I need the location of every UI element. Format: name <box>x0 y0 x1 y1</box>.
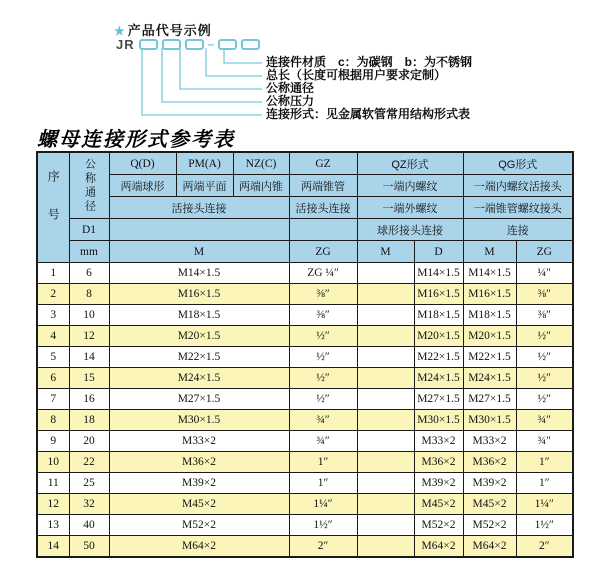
cell-zg: 2″ <box>289 536 357 558</box>
cell-m: M27×1.5 <box>109 389 289 410</box>
cell-m: M22×1.5 <box>109 347 289 368</box>
cell-qg-zg: ¼″ <box>516 263 573 284</box>
cell-no: 10 <box>37 452 69 473</box>
table-title: 螺母连接形式参考表 <box>37 129 235 151</box>
cell-qz-d: M22×1.5 <box>414 347 463 368</box>
cell-qz-m <box>357 473 414 494</box>
cell-dn: 10 <box>69 305 109 326</box>
cell-qz-d: M36×2 <box>414 452 463 473</box>
table-row <box>37 263 573 284</box>
cell-qz-m <box>357 431 414 452</box>
cell-qg-m: M16×1.5 <box>463 284 516 305</box>
header-qz-d: D <box>414 241 463 263</box>
cell-qz-d: M18×1.5 <box>414 305 463 326</box>
cell-dn: 50 <box>69 536 109 558</box>
cell-no: 7 <box>37 389 69 410</box>
product-code-example-text: 产品代号示例 <box>127 23 212 38</box>
cell-qz-d: M64×2 <box>414 536 463 558</box>
cell-zg: ½″ <box>289 368 357 389</box>
cell-qg-zg: 1″ <box>516 473 573 494</box>
header-d1: D1 <box>69 219 109 241</box>
cell-dn: 12 <box>69 326 109 347</box>
cell-qz-m <box>357 305 414 326</box>
cell-qz-m <box>357 326 414 347</box>
table-row <box>37 347 573 368</box>
cell-qg-m: M22×1.5 <box>463 347 516 368</box>
header-seq: 序号 <box>37 152 69 263</box>
cell-qz-d: M24×1.5 <box>414 368 463 389</box>
header-code-qg: QG形式 <box>463 152 573 175</box>
cell-zg: ZG ¼″ <box>289 263 357 284</box>
cell-m: M45×2 <box>109 494 289 515</box>
cell-zg: ⅜″ <box>289 305 357 326</box>
cell-qz-d: M39×2 <box>414 473 463 494</box>
nut-connection-table <box>36 151 574 558</box>
table-row <box>37 536 573 558</box>
table-row <box>37 431 573 452</box>
cell-zg: 1″ <box>289 473 357 494</box>
cell-zg: ¾″ <box>289 431 357 452</box>
table-body <box>37 263 573 558</box>
cell-zg: 1½″ <box>289 515 357 536</box>
cell-qg-zg: ⅜″ <box>516 305 573 326</box>
header-code-pm: PM(A) <box>176 152 233 175</box>
cell-zg: ¾″ <box>289 410 357 431</box>
cell-qg-zg: ½″ <box>516 368 573 389</box>
header-code-nz: NZ(C) <box>233 152 289 175</box>
cell-dn: 15 <box>69 368 109 389</box>
header-qz-m: M <box>357 241 414 263</box>
cell-dn: 6 <box>69 263 109 284</box>
cell-dn: 14 <box>69 347 109 368</box>
product-code-row <box>116 38 264 50</box>
table-row <box>37 284 573 305</box>
cell-qg-m: M18×1.5 <box>463 305 516 326</box>
header-qg-row1: 一端内螺纹活接头 <box>463 175 573 197</box>
cell-no: 9 <box>37 431 69 452</box>
cell-qz-d: M16×1.5 <box>414 284 463 305</box>
cell-qz-d: M30×1.5 <box>414 410 463 431</box>
cell-qg-m: M24×1.5 <box>463 368 516 389</box>
cell-qg-m: M45×2 <box>463 494 516 515</box>
cell-qz-m <box>357 263 414 284</box>
cell-zg: 1″ <box>289 452 357 473</box>
cell-no: 5 <box>37 347 69 368</box>
cell-no: 11 <box>37 473 69 494</box>
cell-zg: ½″ <box>289 389 357 410</box>
label-nominal-diameter: 公称通径 <box>266 81 315 95</box>
table-row <box>37 473 573 494</box>
cell-no: 2 <box>37 284 69 305</box>
cell-qg-m: M52×2 <box>463 515 516 536</box>
cell-no: 6 <box>37 368 69 389</box>
cell-qg-m: M14×1.5 <box>463 263 516 284</box>
cell-m: M14×1.5 <box>109 263 289 284</box>
cell-qg-zg: ¾″ <box>516 410 573 431</box>
cell-qg-m: M20×1.5 <box>463 326 516 347</box>
code-dash: – <box>207 36 215 51</box>
cell-qg-m: M33×2 <box>463 431 516 452</box>
cell-zg: ½″ <box>289 347 357 368</box>
header-zg-col: ZG <box>289 241 357 263</box>
cell-m: M39×2 <box>109 473 289 494</box>
star-icon: ★ <box>114 24 126 38</box>
code-box-1 <box>139 39 158 50</box>
header-blank-gz <box>289 219 357 241</box>
table-row <box>37 410 573 431</box>
cell-qg-zg: 1¼″ <box>516 494 573 515</box>
cell-qz-m <box>357 494 414 515</box>
cell-qz-d: M27×1.5 <box>414 389 463 410</box>
table-header <box>37 152 573 263</box>
header-union-left: 活接头连接 <box>109 197 289 219</box>
code-box-3 <box>185 39 204 50</box>
header-code-gz: GZ <box>289 152 357 175</box>
header-nz-ends: 两端内锥 <box>233 175 289 197</box>
cell-qg-zg: ⅜″ <box>516 284 573 305</box>
table-row <box>37 389 573 410</box>
cell-qz-d: M14×1.5 <box>414 263 463 284</box>
cell-no: 12 <box>37 494 69 515</box>
cell-qg-zg: 1″ <box>516 452 573 473</box>
label-connector-material: 连接件材质 c：为碳钢 b：为不锈钢 <box>266 55 473 69</box>
header-mm: mm <box>69 241 109 263</box>
cell-no: 14 <box>37 536 69 558</box>
label-nominal-pressure: 公称压力 <box>266 94 315 108</box>
cell-qg-zg: ½″ <box>516 389 573 410</box>
cell-qz-m <box>357 410 414 431</box>
header-m-span: M <box>109 241 289 263</box>
label-total-length: 总长（长度可根据用户要求定制） <box>266 68 447 82</box>
header-qg-row2: 一端锥管螺纹接头 <box>463 197 573 219</box>
cell-qz-m <box>357 347 414 368</box>
header-code-qz: QZ形式 <box>357 152 463 175</box>
table-row <box>37 494 573 515</box>
header-pm-ends: 两端平面 <box>176 175 233 197</box>
cell-no: 8 <box>37 410 69 431</box>
cell-qg-m: M36×2 <box>463 452 516 473</box>
header-nominal-diameter: 公称通径 <box>69 152 109 219</box>
code-prefix: JR <box>116 36 135 52</box>
cell-qz-d: M20×1.5 <box>414 326 463 347</box>
cell-qg-m: M39×2 <box>463 473 516 494</box>
table-row <box>37 368 573 389</box>
header-gz-ends: 两端锥管 <box>289 175 357 197</box>
header-code-q: Q(D) <box>109 152 176 175</box>
cell-dn: 20 <box>69 431 109 452</box>
cell-zg: ½″ <box>289 326 357 347</box>
cell-dn: 25 <box>69 473 109 494</box>
cell-qg-m: M27×1.5 <box>463 389 516 410</box>
cell-qz-m <box>357 368 414 389</box>
cell-qg-m: M64×2 <box>463 536 516 558</box>
code-box-4 <box>218 39 237 50</box>
cell-no: 13 <box>37 515 69 536</box>
cell-m: M52×2 <box>109 515 289 536</box>
table-row <box>37 305 573 326</box>
header-qg-m: M <box>463 241 516 263</box>
cell-qg-zg: ½″ <box>516 347 573 368</box>
header-union-gz: 活接头连接 <box>289 197 357 219</box>
cell-m: M30×1.5 <box>109 410 289 431</box>
header-qz-row2: 一端外螺纹 <box>357 197 463 219</box>
cell-dn: 40 <box>69 515 109 536</box>
cell-dn: 32 <box>69 494 109 515</box>
table-row <box>37 326 573 347</box>
cell-qg-m: M30×1.5 <box>463 410 516 431</box>
cell-m: M16×1.5 <box>109 284 289 305</box>
cell-dn: 22 <box>69 452 109 473</box>
cell-qz-d: M52×2 <box>414 515 463 536</box>
cell-m: M20×1.5 <box>109 326 289 347</box>
cell-dn: 8 <box>69 284 109 305</box>
cell-qz-d: M45×2 <box>414 494 463 515</box>
label-connection-form: 连接形式：见金属软管常用结构形式表 <box>266 107 471 121</box>
cell-m: M33×2 <box>109 431 289 452</box>
cell-qz-m <box>357 284 414 305</box>
cell-no: 3 <box>37 305 69 326</box>
cell-qz-m <box>357 389 414 410</box>
cell-qg-zg: ½″ <box>516 326 573 347</box>
cell-no: 4 <box>37 326 69 347</box>
cell-qg-zg: ¾″ <box>516 431 573 452</box>
header-qg-zg: ZG <box>516 241 573 263</box>
code-box-2 <box>162 39 181 50</box>
cell-dn: 18 <box>69 410 109 431</box>
cell-qz-m <box>357 452 414 473</box>
cell-qg-zg: 2″ <box>516 536 573 558</box>
cell-no: 1 <box>37 263 69 284</box>
cell-qz-m <box>357 515 414 536</box>
header-blank-left <box>109 219 289 241</box>
cell-zg: ⅜″ <box>289 284 357 305</box>
table-row <box>37 515 573 536</box>
table-row <box>37 452 573 473</box>
header-qg-row3: 连接 <box>463 219 573 241</box>
header-q-ends: 两端球形 <box>109 175 176 197</box>
cell-dn: 16 <box>69 389 109 410</box>
code-box-5 <box>241 39 260 50</box>
cell-zg: 1¼″ <box>289 494 357 515</box>
header-qz-row1: 一端内螺纹 <box>357 175 463 197</box>
cell-qz-m <box>357 536 414 558</box>
header-qz-row3: 球形接头连接 <box>357 219 463 241</box>
cell-m: M18×1.5 <box>109 305 289 326</box>
cell-m: M24×1.5 <box>109 368 289 389</box>
cell-m: M36×2 <box>109 452 289 473</box>
cell-m: M64×2 <box>109 536 289 558</box>
cell-qz-d: M33×2 <box>414 431 463 452</box>
cell-qg-zg: 1½″ <box>516 515 573 536</box>
